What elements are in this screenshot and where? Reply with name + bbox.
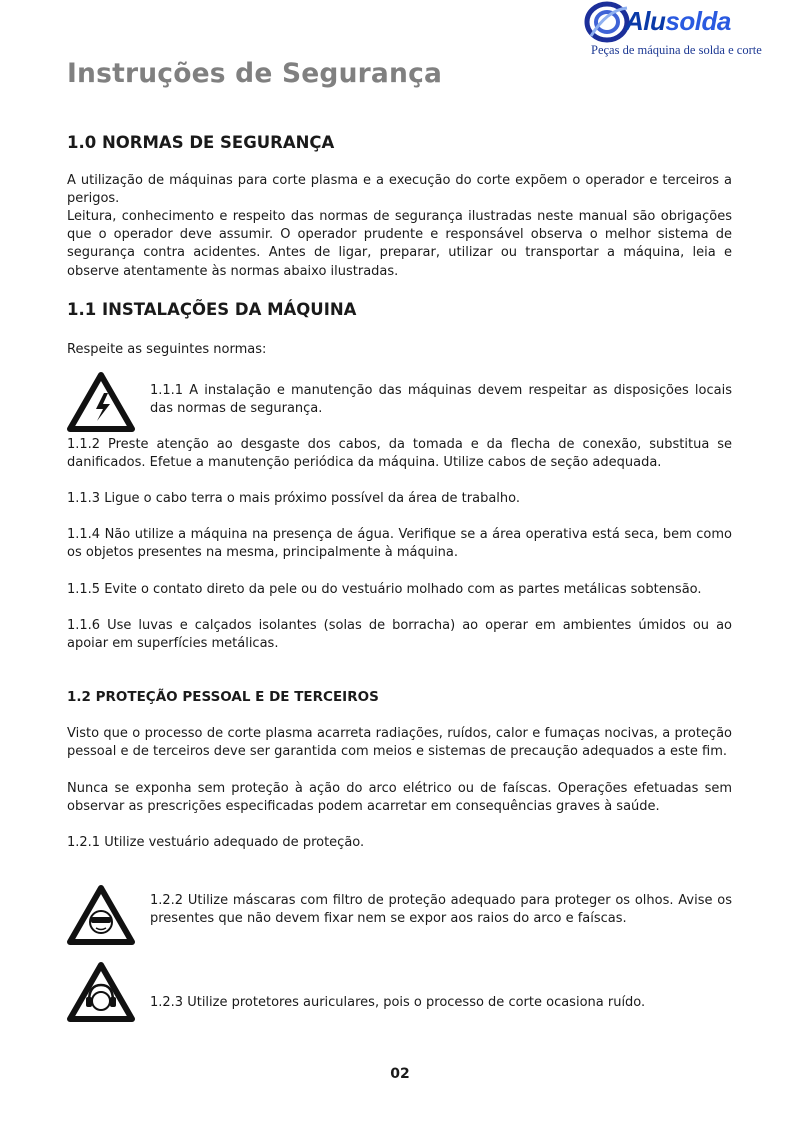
item-1-1-5: 1.1.5 Evite o contato direto da pele ou do vestuário molhado com as partes metálicas sobtensão. <box>67 582 702 597</box>
eye-protection-icon <box>66 884 136 946</box>
section-heading-1-2: 1.2 PROTEÇÃO PESSOAL E DE TERCEIROS <box>67 689 379 705</box>
logo-tagline: Peças de máquina de solda e corte <box>591 43 762 57</box>
paragraph-1-2-b: Nunca se exponha sem proteção à ação do arco elétrico ou de faíscas. Operações efetuadas sem observar as prescrições especificadas podem acarretar em consequências graves à saúde. <box>67 781 732 815</box>
item-1-1-3: 1.1.3 Ligue o cabo terra o mais próximo possível da área de trabalho. <box>67 491 521 506</box>
paragraph-1-0-a: A utilização de máquinas para corte plasma e a execução do corte expõem o operador e terceiros a perigos. <box>67 173 732 207</box>
item-1-1-1: 1.1.1 A instalação e manutenção das máquinas devem respeitar as disposições locais das normas de segurança. <box>150 383 732 417</box>
section-heading-1-0: 1.0 NORMAS DE SEGURANÇA <box>67 133 335 152</box>
paragraph-1-0-b: Leitura, conhecimento e respeito das normas de segurança ilustradas neste manual são obrigações que o operador deve assumir. O operador prudente e responsável observa o melhor sistema de segurança contra acidentes. Antes de ligar, preparar, utilizar ou transportar a máquina, leia e observe atentamente às normas abaixo ilustradas. <box>67 209 732 279</box>
item-1-2-2: 1.2.2 Utilize máscaras com filtro de proteção adequado para proteger os olhos. Avise os presentes que não devem fixar nem se expor aos raios do arco e faíscas. <box>150 893 732 927</box>
item-1-1-4: 1.1.4 Não utilize a máquina na presença de água. Verifique se a área operativa está seca, bem como os objetos presentes na mesma, principalmente à máquina. <box>67 527 732 561</box>
logo-wordmark: Alusolda <box>625 6 731 36</box>
brand-logo <box>583 0 762 62</box>
item-1-1-6: 1.1.6 Use luvas e calçados isolantes (solas de borracha) ao operar em ambientes úmidos ou ao apoiar em superfícies metálicas. <box>67 618 732 652</box>
item-1-2-1: 1.2.1 Utilize vestuário adequado de proteção. <box>67 835 365 850</box>
paragraph-1-1-intro: Respeite as seguintes normas: <box>67 342 267 357</box>
item-1-1-2: 1.1.2 Preste atenção ao desgaste dos cabos, da tomada e da flecha de conexão, substitua se danificados. Efetue a manutenção periódica da máquina. Utilize cabos de seção adequada. <box>67 437 732 471</box>
electric-hazard-icon <box>66 371 136 433</box>
ear-protection-icon <box>66 961 136 1023</box>
section-heading-1-1: 1.1 INSTALAÇÕES DA MÁQUINA <box>67 300 357 319</box>
item-1-2-3: 1.2.3 Utilize protetores auriculares, pois o processo de corte ocasiona ruído. <box>150 995 646 1010</box>
paragraph-1-2-a: Visto que o processo de corte plasma acarreta radiações, ruídos, calor e fumaças nocivas, a proteção pessoal e de terceiros deve ser garantida com meios e sistemas de precaução adequados a este fim. <box>67 726 732 760</box>
page-title: Instruções de Segurança <box>67 58 443 89</box>
logo-swoosh-icon <box>583 0 631 44</box>
page-number: 02 <box>390 1066 410 1082</box>
